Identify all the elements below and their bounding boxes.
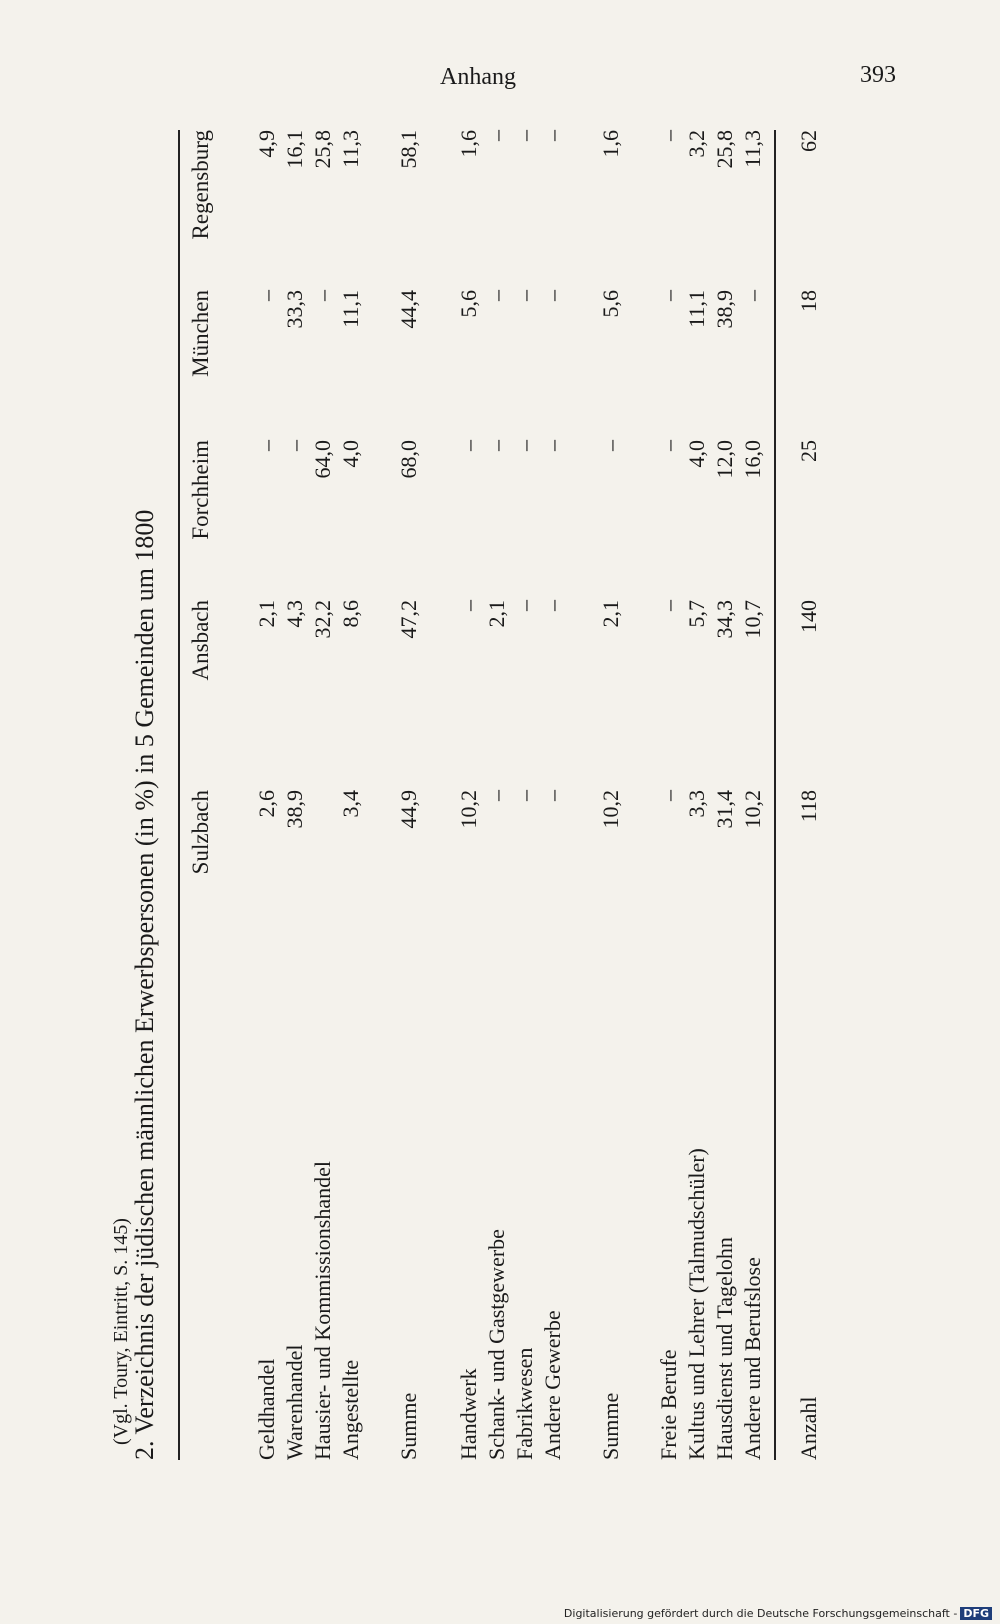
table-cell: 2,1 xyxy=(484,600,509,628)
table-cell: – xyxy=(656,290,681,301)
table-cell: – xyxy=(484,290,509,301)
table-cell: – xyxy=(512,440,537,451)
table-cell: 44,4 xyxy=(396,290,421,329)
table-cell: 38,9 xyxy=(712,290,737,329)
table-cell: 25 xyxy=(796,440,821,462)
table-cell: – xyxy=(456,600,481,611)
row-label: Andere Gewerbe xyxy=(540,1310,565,1460)
table-cell: 5,7 xyxy=(684,600,709,628)
row-label: Anzahl xyxy=(796,1396,821,1460)
row-label: Handwerk xyxy=(456,1368,481,1460)
rotated-table xyxy=(130,130,821,1460)
footer-text: Digitalisierung gefördert durch die Deutsche Forschungsgemeinschaft - xyxy=(563,1607,958,1620)
running-header-title: Anhang xyxy=(440,64,516,90)
row-label: Hausdienst und Tagelohn xyxy=(712,1237,737,1460)
table-cell: – xyxy=(254,290,279,301)
table-cell: 3,3 xyxy=(684,790,709,818)
digitization-footer xyxy=(564,1607,992,1620)
table-cell: – xyxy=(540,130,565,141)
column-header: Regensburg xyxy=(188,130,213,240)
table-cell: 2,6 xyxy=(254,790,279,818)
source-note: (Vgl. Toury, Eintritt, S. 145) xyxy=(110,1218,132,1445)
table-bottom-rule xyxy=(774,130,776,1460)
row-label: Andere und Berufslose xyxy=(740,1257,765,1460)
table-cell: 5,6 xyxy=(456,290,481,318)
row-label: Fabrikwesen xyxy=(512,1347,537,1460)
table-cell: 4,3 xyxy=(282,600,307,628)
table-cell: – xyxy=(512,130,537,141)
table-cell: – xyxy=(740,290,765,301)
table-cell: 32,2 xyxy=(310,600,335,639)
table-cell: 16,1 xyxy=(282,130,307,169)
table-cell: – xyxy=(540,290,565,301)
table-cell: – xyxy=(282,440,307,451)
table-cell: 68,0 xyxy=(396,440,421,479)
table-cell: 11,1 xyxy=(338,290,363,328)
table-cell: 38,9 xyxy=(282,790,307,829)
table-cell: 8,6 xyxy=(338,600,363,628)
table-cell: – xyxy=(656,440,681,451)
table-cell: – xyxy=(540,600,565,611)
table-cell: 25,8 xyxy=(712,130,737,169)
table-cell: – xyxy=(484,130,509,141)
table-cell: 47,2 xyxy=(396,600,421,639)
table-cell: 118 xyxy=(796,790,821,823)
table-top-rule xyxy=(178,130,180,1460)
table-cell: – xyxy=(598,440,623,451)
table-cell: – xyxy=(656,130,681,141)
table-cell: 1,6 xyxy=(456,130,481,158)
table-cell: – xyxy=(512,600,537,611)
table-cell: 16,0 xyxy=(740,440,765,479)
table-cell: 11,1 xyxy=(684,290,709,328)
table-cell: – xyxy=(484,790,509,801)
table-cell: – xyxy=(540,440,565,451)
table-cell: 62 xyxy=(796,130,821,152)
table-cell: 10,7 xyxy=(740,600,765,639)
table-cell: 2,1 xyxy=(598,600,623,628)
table-cell: 3,4 xyxy=(338,790,363,818)
table-cell: 11,3 xyxy=(338,130,363,168)
row-label: Schank- und Gastgewerbe xyxy=(484,1229,509,1460)
table-cell: – xyxy=(512,790,537,801)
table-cell: 4,9 xyxy=(254,130,279,158)
column-header: Sulzbach xyxy=(188,790,213,875)
column-header: München xyxy=(188,290,213,377)
table-cell: – xyxy=(456,440,481,451)
row-label: Angestellte xyxy=(338,1359,363,1460)
table-cell: 10,2 xyxy=(598,790,623,829)
table-title: 2. Verzeichnis der jüdischen männlichen Erwerbspersonen (in %) in 5 Gemeinden um 1800 xyxy=(130,509,159,1460)
table-cell: 31,4 xyxy=(712,790,737,829)
row-label: Hausier- und Kommissionshandel xyxy=(310,1161,335,1460)
table-cell: – xyxy=(310,290,335,301)
dfg-logo: DFG xyxy=(960,1607,992,1620)
table-cell: 34,3 xyxy=(712,600,737,639)
table-cell: – xyxy=(656,600,681,611)
table-cell: 18 xyxy=(796,290,821,312)
table-cell: 4,0 xyxy=(684,440,709,468)
table-cell: – xyxy=(512,290,537,301)
row-label: Summe xyxy=(598,1392,623,1460)
table-cell: 5,6 xyxy=(598,290,623,318)
table-cell: – xyxy=(254,440,279,451)
table-cell: 1,6 xyxy=(598,130,623,158)
table-cell: 25,8 xyxy=(310,130,335,169)
table-cell: – xyxy=(540,790,565,801)
table-cell: 2,1 xyxy=(254,600,279,628)
table-cell: 58,1 xyxy=(396,130,421,169)
column-header: Forchheim xyxy=(188,440,213,540)
row-label: Geldhandel xyxy=(254,1358,279,1460)
row-label: Freie Berufe xyxy=(656,1349,681,1460)
table-cell: 12,0 xyxy=(712,440,737,479)
column-header: Ansbach xyxy=(188,600,213,681)
table-cell: 33,3 xyxy=(282,290,307,329)
table-cell: 11,3 xyxy=(740,130,765,168)
table-cell: 3,2 xyxy=(684,130,709,158)
table-cell: 64,0 xyxy=(310,440,335,479)
table-cell: 44,9 xyxy=(396,790,421,829)
table-cell: 140 xyxy=(796,600,821,633)
page-number: 393 xyxy=(860,62,896,88)
row-label: Warenhandel xyxy=(282,1344,307,1460)
table-cell: – xyxy=(484,440,509,451)
table-cell: 10,2 xyxy=(456,790,481,829)
table-cell: – xyxy=(656,790,681,801)
row-label: Kultus und Lehrer (Talmudschüler) xyxy=(684,1148,709,1460)
row-label: Summe xyxy=(396,1392,421,1460)
table-cell: 10,2 xyxy=(740,790,765,829)
table-cell: 4,0 xyxy=(338,440,363,468)
